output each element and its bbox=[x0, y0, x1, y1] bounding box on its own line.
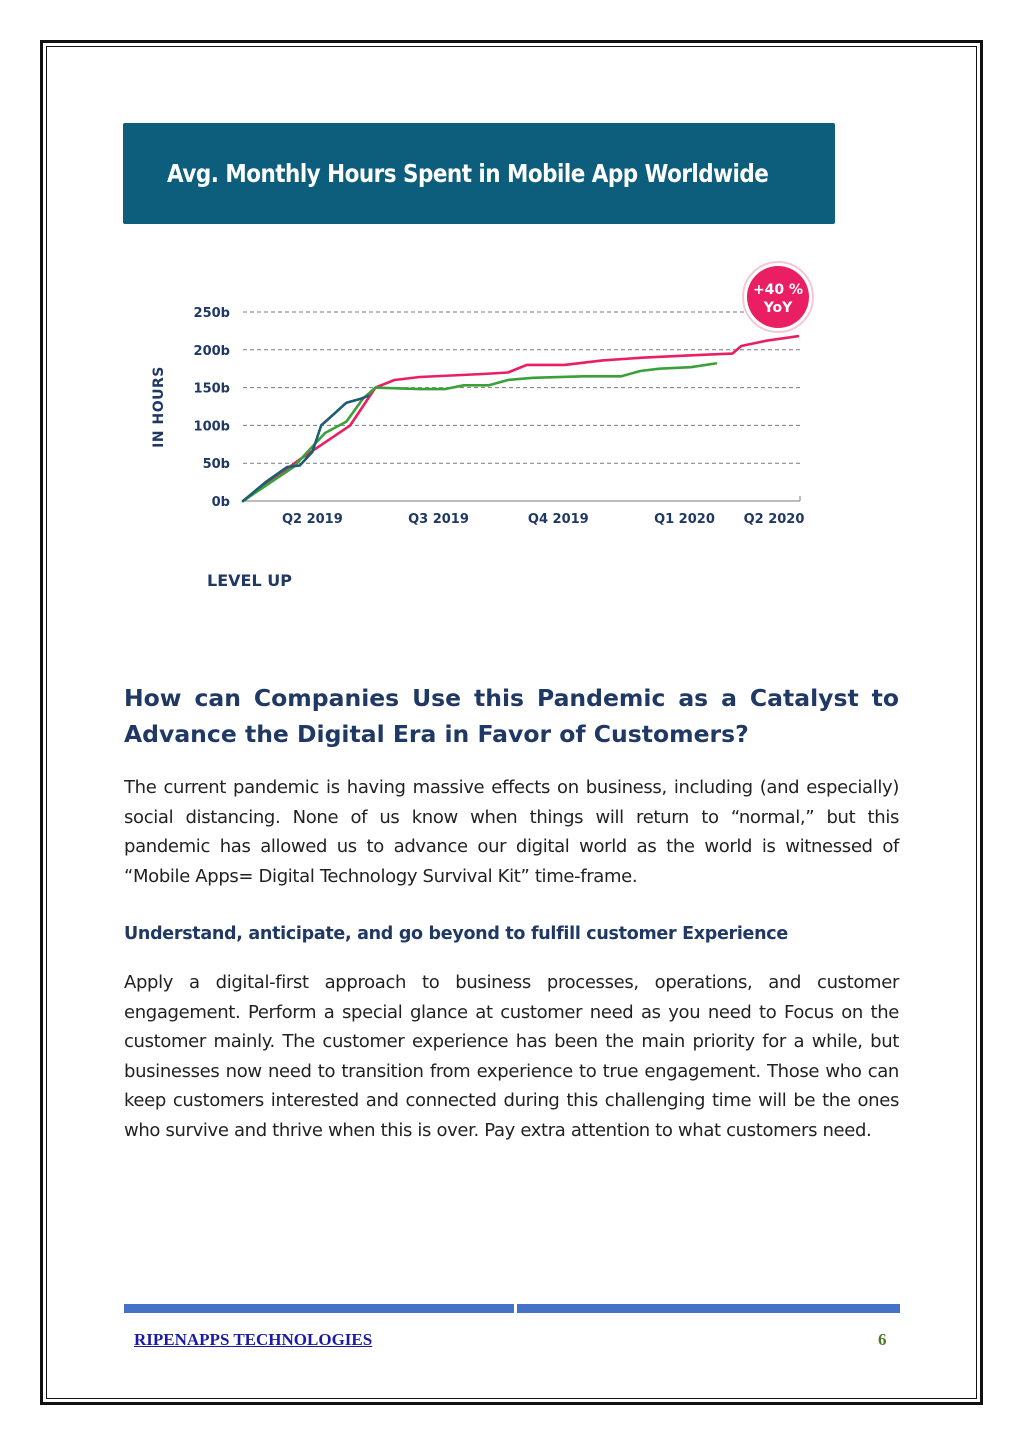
x-tick-label: Q4 2019 bbox=[527, 512, 589, 527]
y-tick-label: 250b bbox=[193, 306, 230, 321]
x-tick-label: Q2 2020 bbox=[743, 512, 805, 527]
y-tick-label: 200b bbox=[193, 343, 230, 359]
line-chart bbox=[140, 260, 820, 600]
chart-title-banner bbox=[123, 123, 835, 224]
paragraph-1: The current pandemic is having massive effects on business, including (and especially) social distancing. None of us know when things will return to “normal,” but this pandemic has allowed us to advance our digital world as the world is witnessed of “Mobile Apps= Digital Technology Survival Kit” time-frame. bbox=[124, 777, 899, 887]
footer-rule bbox=[124, 1304, 900, 1313]
chart-source: LEVEL UP bbox=[207, 571, 292, 590]
x-tick-label: Q2 2019 bbox=[281, 512, 343, 527]
series-line-2 bbox=[243, 363, 716, 501]
y-axis-label: IN HOURS bbox=[151, 366, 167, 448]
page-number: 6 bbox=[878, 1330, 887, 1349]
y-tick-label: 150b bbox=[193, 381, 230, 397]
chart-series bbox=[243, 336, 798, 501]
chart-title: Avg. Monthly Hours Spent in Mobile App Worldwide bbox=[167, 159, 769, 188]
yoy-badge bbox=[743, 262, 813, 332]
paragraph-2: Apply a digital-first approach to business processes, operations, and customer engagement. Perform a special glance at customer need as you need to Focus on the customer mainly. The customer experience has been the main priority for a while, but businesses now need to transition from experience to true engagement. Those who can keep customers interested and connected during this challenging time will be the ones who survive and thrive when this is over. Pay extra attention to what customers need. bbox=[124, 972, 899, 1141]
y-axis-ticks bbox=[194, 306, 230, 510]
series-line-3 bbox=[243, 396, 368, 501]
series-line-1 bbox=[243, 336, 798, 501]
x-tick-label: Q3 2019 bbox=[408, 512, 469, 527]
article-subheading: Understand, anticipate, and go beyond to fulfill customer Experience bbox=[124, 924, 788, 944]
footer-company: RIPENAPPS TECHNOLOGIES bbox=[134, 1330, 373, 1349]
y-tick-label: 50b bbox=[202, 457, 230, 473]
x-tick-label: Q1 2020 bbox=[654, 512, 715, 527]
x-axis-ticks bbox=[282, 512, 804, 527]
badge-line1: +40 % bbox=[752, 282, 804, 298]
badge-line2: YoY bbox=[763, 300, 793, 316]
article-heading: How can Companies Use this Pandemic as a Catalyst to Advance the Digital Era in Favor of Customers? bbox=[124, 684, 899, 748]
y-tick-label: 100b bbox=[193, 419, 230, 435]
chart-grid bbox=[243, 312, 800, 501]
y-tick-label: 0b bbox=[211, 495, 230, 510]
